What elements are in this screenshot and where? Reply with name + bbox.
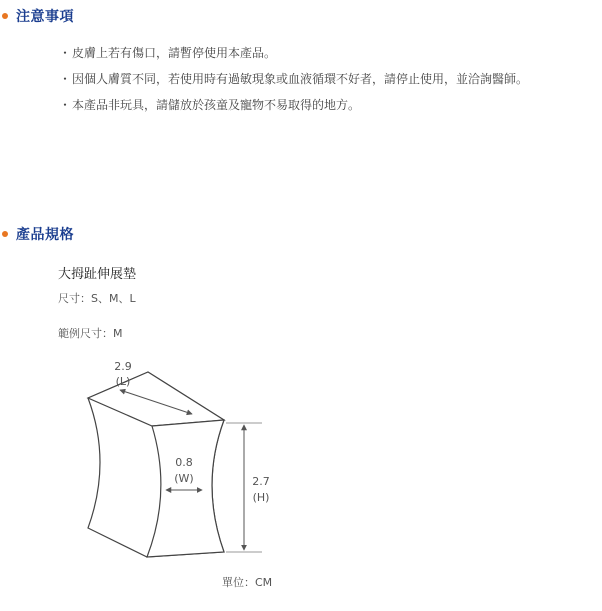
width-label: (W) <box>174 472 194 485</box>
length-value: 2.9 <box>114 360 132 373</box>
specs-title: 產品規格 <box>16 227 74 243</box>
example-size: 範例尺寸：M <box>58 327 123 340</box>
stretch-pad-shape <box>88 372 224 557</box>
width-value: 0.8 <box>175 456 193 469</box>
product-name: 大拇趾伸展墊 <box>58 267 137 282</box>
height-value: 2.7 <box>252 475 270 488</box>
notice-bullet: ・ <box>58 98 71 112</box>
notice-bullet: ・ <box>58 72 71 86</box>
notice-text: 皮膚上若有傷口，請暫停使用本產品。 <box>72 46 277 60</box>
notice-title: 注意事項 <box>16 9 74 25</box>
unit-label: 單位：CM <box>222 576 273 589</box>
product-sizes: 尺寸：S、M、L <box>58 292 136 305</box>
notice-bullet: ・ <box>58 46 71 60</box>
height-label: (H) <box>252 491 270 504</box>
notice-text: 因個人膚質不同，若使用時有過敏現象或血液循環不好者，請停止使用，並洽詢醫師。 <box>72 72 529 86</box>
notice-text: 本產品非玩具，請儲放於孩童及寵物不易取得的地方。 <box>72 98 361 112</box>
length-label: (L) <box>115 375 131 388</box>
